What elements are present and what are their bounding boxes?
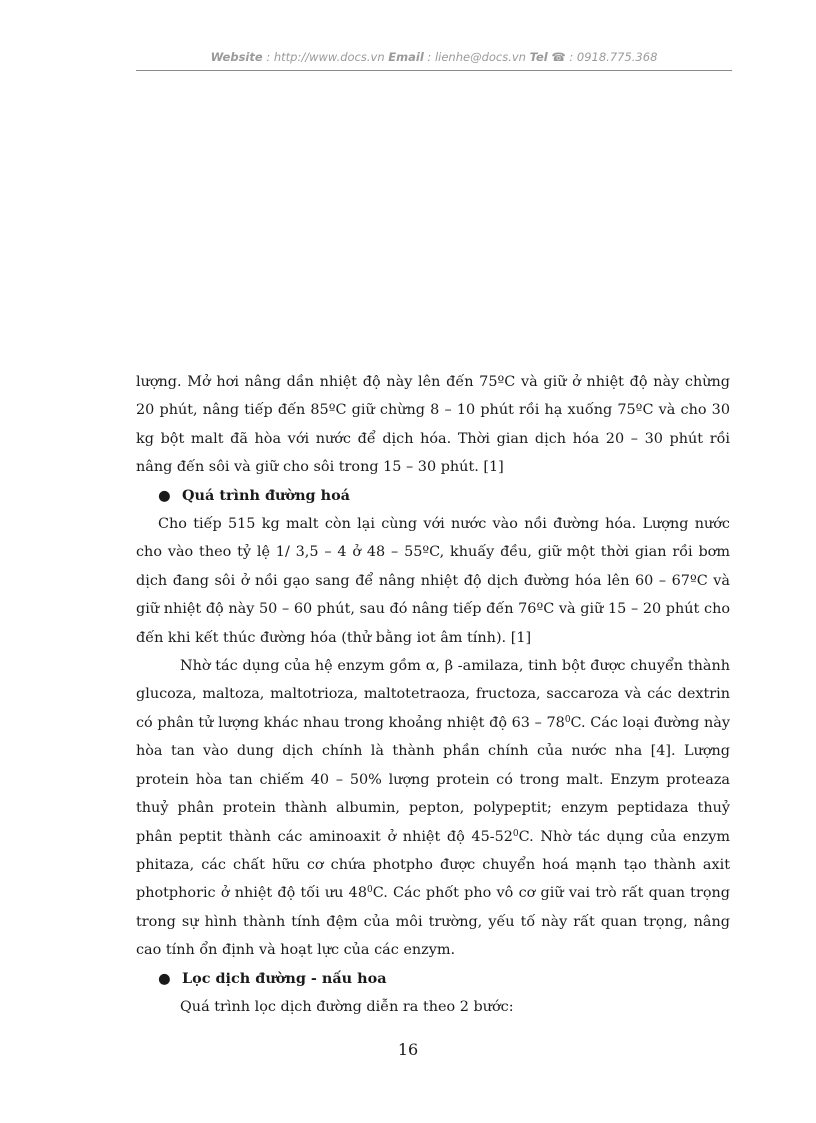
paragraph-duong-hoa: Cho tiếp 515 kg malt còn lại cùng với nước vào nồi đường hóa. Lượng nước cho vào theo tỷ lệ 1/ 3,5 – 4 ở 48 – 55ºC, khuấy đều, giữ một thời gian rồi bơm dịch đang sôi ở nồi gạo sang để nâng nhiệt độ dịch đường hóa lên 60 – 67ºC và giữ nhiệt độ này 50 – 60 phút, sau đó nâng tiếp đến 76ºC và giữ 15 – 20 phút cho đến khi kết thúc đường hóa (thử bằng iot âm tính). [1] xyxy=(136,516,730,646)
heading-text: Lọc dịch đường - nấu hoa xyxy=(182,969,387,987)
website-url[interactable]: : http://www.docs.vn xyxy=(262,50,389,64)
tel-number: : 0918.775.368 xyxy=(565,50,658,64)
tel-label: Tel xyxy=(529,50,548,64)
section-heading-loc-dich xyxy=(136,965,730,993)
heading-text: Quá trình đường hoá xyxy=(182,486,351,504)
email-label: Email xyxy=(388,50,424,64)
header-divider xyxy=(136,70,732,71)
email-address[interactable]: : lienhe@docs.vn xyxy=(423,50,530,64)
paragraph-loc-dich: Quá trình lọc dịch đường diễn ra theo 2 bước: xyxy=(180,998,514,1015)
bullet-icon: ● xyxy=(158,487,171,504)
phone-icon: ☎ xyxy=(551,50,566,64)
section-heading-duong-hoa xyxy=(136,482,730,510)
page-number: 16 xyxy=(397,1040,419,1059)
page-content xyxy=(136,368,730,1021)
paragraph-enzym: Nhờ tác dụng của hệ enzym gồm α, β -amilaza, tinh bột được chuyển thành glucoza, maltoza, maltotrioza, maltotetraoza, fructoza, saccaroza và các dextrin có phân tử lượng khác nhau trong khoảng nhiệt độ $63 - 78^0C$. Các loại đường này hòa tan vào dung dịch chính là thành phần chính của nước nha [4]. Lượng protein hòa tan chiếm 40 – 50% lượng protein có trong malt. Enzym proteaza thuỷ phân protein thành albumin, pepton, polypeptit; enzym peptidaza thuỷ phân peptit thành các aminoaxit ở nhiệt độ $45-52^0C$. Nhờ tác dụng của enzym phitaza, các chất hữu cơ chứa photpho được chuyển hoá mạnh tạo thành axit photphoric ở nhiệt độ tối ưu $48^0C$. Các phốt pho vô cơ giữ vai trò rất quan trọng trong sự hình thành tính đệm của môi trường, yếu tố này rất quan trọng, nâng cao tính ổn định và hoạt lực của các enzym. xyxy=(136,658,731,959)
bullet-icon: ● xyxy=(158,970,171,987)
website-label: Website xyxy=(210,50,263,64)
page-header xyxy=(136,50,732,70)
paragraph-dich-hoa: lượng. Mở hơi nâng dần nhiệt độ này lên đến 75ºC và giữ ở nhiệt độ này chừng 20 phút, nâng tiếp đến 85ºC giữ chừng 8 – 10 phút rồi hạ xuống 75ºC và cho 30 kg bột malt đã hòa với nước để dịch hóa. Thời gian dịch hóa 20 – 30 phút rồi nâng đến sôi và giữ cho sôi trong 15 – 30 phút. [1] xyxy=(136,374,730,476)
